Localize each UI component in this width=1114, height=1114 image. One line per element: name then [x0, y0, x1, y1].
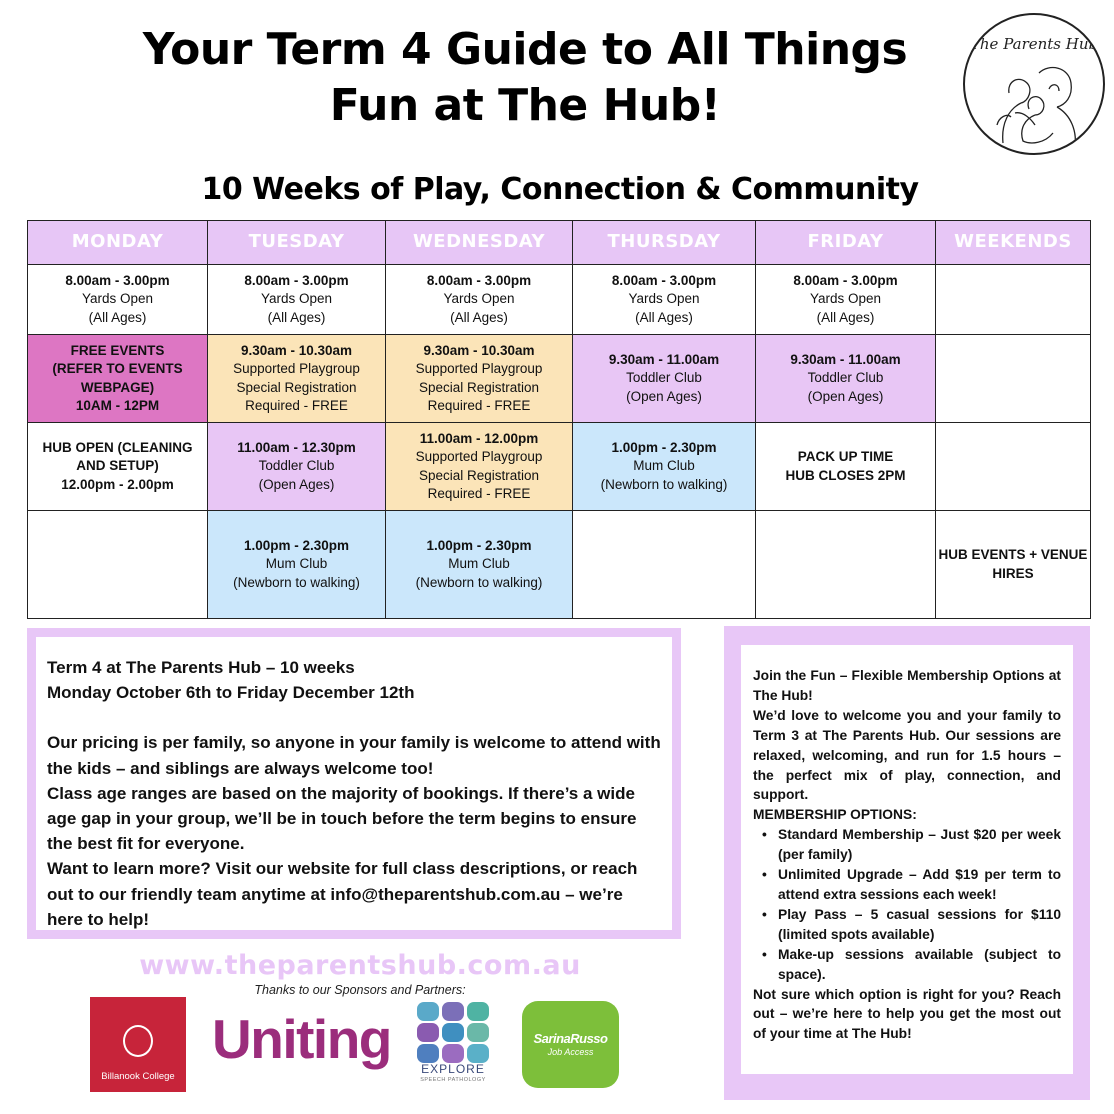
membership-options-list: [753, 825, 1061, 984]
event-line: HUB CLOSES 2PM: [785, 467, 906, 483]
uniting-logo: Uniting: [212, 1008, 391, 1070]
cell-tue-playgroup: [208, 335, 386, 423]
term-info-content: [36, 637, 672, 930]
weekly-schedule-table: [27, 220, 1091, 619]
session-ages: (Newborn to walking): [415, 574, 543, 590]
page-subtitle: 10 Weeks of Play, Connection & Community: [201, 172, 919, 207]
session-name: Yards Open: [809, 291, 882, 307]
header-wednesday: WEDNESDAY: [386, 221, 573, 265]
session-name: Yards Open: [260, 291, 333, 307]
session-name: Yards Open: [443, 291, 515, 307]
cell-weekend-empty: [936, 423, 1091, 511]
explore-subtitle: SPEECH PATHOLOGY: [420, 1077, 486, 1083]
session-note: Special Registration: [418, 379, 540, 395]
explore-name: EXPLORE: [421, 1062, 485, 1076]
schedule-row-2: [28, 335, 1091, 423]
session-time: 8.00am - 3.00pm: [793, 272, 898, 288]
membership-option: • Play Pass – 5 casual sessions for $110 (limited spots available): [778, 905, 1061, 945]
sponsors-caption: Thanks to our Sponsors and Partners:: [254, 983, 466, 997]
session-time: 9.30am - 10.30am: [240, 342, 353, 358]
cell-thu-yards: [573, 265, 756, 335]
contact-text: Want to learn more? Visit our website for full class descriptions, or reach out to our friendly team anytime at info@theparentshub.com.au – we’re here to help!: [47, 859, 638, 929]
membership-option: • Standard Membership – Just $20 per week (per family): [778, 825, 1061, 865]
title-line-1: Your Term 4 Guide to All Things: [142, 24, 908, 75]
session-ages: (Newborn to walking): [233, 574, 360, 590]
cell-fri-toddler-club: [756, 335, 936, 423]
cell-mon-empty: [28, 511, 208, 619]
parents-hub-logo: [963, 13, 1105, 155]
session-time: 1.00pm - 2.30pm: [426, 537, 532, 553]
session-time: 8.00am - 3.00pm: [611, 272, 717, 288]
cell-mon-free-events: [28, 335, 208, 423]
session-note: Required - FREE: [427, 486, 531, 501]
event-time: 10AM - 12PM: [75, 398, 160, 413]
cell-tue-mum-club: [208, 511, 386, 619]
session-time: 11.00am - 12.00pm: [419, 430, 539, 446]
session-name: Mum Club: [448, 556, 510, 572]
cell-fri-pack-up: [756, 423, 936, 511]
event-line: FREE EVENTS: [70, 342, 165, 358]
sarina-name: SarinaRusso: [533, 1031, 608, 1046]
session-ages: (All Ages): [267, 309, 326, 325]
title-line-2: Fun at The Hub!: [329, 80, 721, 131]
session-name: Supported Playgroup: [233, 361, 360, 376]
session-note: Special Registration: [418, 467, 540, 483]
schedule-row-3: [28, 423, 1091, 511]
sarina-russo-logo: [522, 1001, 619, 1088]
term-heading: Term 4 at The Parents Hub – 10 weeks: [47, 658, 355, 677]
session-ages: (Open Ages): [626, 388, 702, 404]
event-line: AND SETUP): [76, 458, 159, 474]
event-line: PACK UP TIME: [797, 449, 894, 464]
event-line: (REFER TO EVENTS: [52, 361, 183, 376]
session-note: Required - FREE: [245, 398, 348, 413]
session-name: Yards Open: [81, 291, 154, 307]
logo-text: The Parents Hub: [969, 35, 1099, 53]
session-name: Toddler Club: [626, 370, 702, 386]
session-ages: (All Ages): [635, 309, 693, 325]
cell-weekend-empty: [936, 265, 1091, 335]
membership-intro: We’d love to welcome you and your family to Term 3 at The Parents Hub. Our sessions are relaxed, welcoming, and run for 1.5 hours – the perfect mix of play, connection, and support.: [753, 707, 1061, 803]
schedule-row-1: [28, 265, 1091, 335]
membership-option: • Unlimited Upgrade – Add $19 per term to attend extra sessions each week!: [778, 865, 1061, 905]
age-range-text: Class age ranges are based on the majority of bookings. If there’s a wide age gap in your group, we’ll be in touch before the term begins to ensure the best fit for everyone.: [47, 783, 637, 854]
event-line: HUB OPEN (CLEANING: [42, 439, 193, 455]
membership-content: [741, 645, 1073, 1074]
cell-fri-empty: [756, 511, 936, 619]
cell-thu-mum-club: [573, 423, 756, 511]
cell-mon-yards: [28, 265, 208, 335]
schedule-row-4: [28, 511, 1091, 619]
membership-box: [724, 626, 1090, 1100]
session-ages: (Open Ages): [258, 476, 335, 492]
session-name: Yards Open: [628, 291, 700, 307]
cell-wed-playgroup: [386, 423, 573, 511]
session-ages: (All Ages): [816, 309, 875, 325]
membership-closing: Not sure which option is right for you? Reach out – we’re here to help you get the most out of your time at The Hub!: [753, 986, 1061, 1042]
cell-fri-yards: [756, 265, 936, 335]
session-time: 8.00am - 3.00pm: [244, 272, 349, 288]
explore-speech-pathology-logo: [413, 1000, 493, 1090]
website-link[interactable]: www.theparentshub.com.au: [139, 950, 581, 981]
header-tuesday: TUESDAY: [208, 221, 386, 265]
cell-tue-yards: [208, 265, 386, 335]
page-title: [60, 22, 990, 134]
session-ages: (Newborn to walking): [600, 476, 728, 492]
session-name: Toddler Club: [258, 458, 335, 474]
membership-option: • Make-up sessions available (subject to space).: [778, 945, 1061, 985]
session-time: 11.00am - 12.30pm: [237, 439, 356, 455]
session-time: 9.30am - 10.30am: [423, 342, 535, 358]
billanook-college-logo: [90, 997, 186, 1092]
cell-tue-toddler-club: [208, 423, 386, 511]
event-line: WEBPAGE): [80, 379, 155, 395]
session-name: Mum Club: [265, 556, 328, 572]
session-name: Mum Club: [633, 458, 695, 474]
cell-wed-yards: [386, 265, 573, 335]
session-time: 9.30am - 11.00am: [608, 351, 720, 367]
pricing-text: Our pricing is per family, so anyone in your family is welcome to attend with the kids – and siblings are always welcome too!: [47, 733, 661, 778]
day-header-row: [28, 221, 1091, 265]
session-name: Supported Playgroup: [415, 449, 543, 464]
header-friday: FRIDAY: [756, 221, 936, 265]
cell-mon-hub-open: [28, 423, 208, 511]
term-info-box: [27, 628, 681, 939]
header-thursday: THURSDAY: [573, 221, 756, 265]
membership-heading: Join the Fun – Flexible Membership Options at The Hub!: [753, 668, 1061, 703]
cell-wed-mum-club: [386, 511, 573, 619]
explore-dots-icon: [417, 1002, 489, 1066]
family-drawing-icon: [979, 53, 1091, 149]
header-weekends: WEEKENDS: [936, 221, 1091, 265]
sarina-subtitle: Job Access: [547, 1047, 594, 1057]
cell-wed-playgroup: [386, 335, 573, 423]
session-ages: (All Ages): [88, 309, 147, 325]
session-ages: (Open Ages): [807, 388, 884, 404]
session-time: 8.00am - 3.00pm: [65, 272, 170, 288]
cell-thu-toddler-club: [573, 335, 756, 423]
session-name: Toddler Club: [807, 370, 884, 386]
term-dates: Monday October 6th to Friday December 12th: [47, 683, 415, 703]
session-name: Supported Playgroup: [415, 361, 543, 376]
session-time: 1.00pm - 2.30pm: [611, 439, 717, 455]
cell-weekend-empty: [936, 335, 1091, 423]
session-ages: (All Ages): [450, 309, 508, 325]
membership-options-label: MEMBERSHIP OPTIONS:: [753, 807, 917, 823]
tree-crest-icon: [123, 1025, 153, 1057]
session-time: 9.30am - 11.00am: [790, 351, 901, 367]
event-line: HIRES: [992, 565, 1034, 581]
session-note: Special Registration: [236, 379, 357, 395]
billanook-name: Billanook College: [101, 1071, 175, 1082]
event-time: 12.00pm - 2.00pm: [61, 476, 174, 492]
cell-thu-empty: [573, 511, 756, 619]
session-time: 8.00am - 3.00pm: [426, 272, 532, 288]
session-time: 1.00pm - 2.30pm: [243, 537, 350, 553]
session-note: Required - FREE: [427, 398, 531, 413]
cell-weekend-events: [936, 511, 1091, 619]
header-monday: MONDAY: [28, 221, 208, 265]
event-line: HUB EVENTS + VENUE: [938, 547, 1088, 562]
